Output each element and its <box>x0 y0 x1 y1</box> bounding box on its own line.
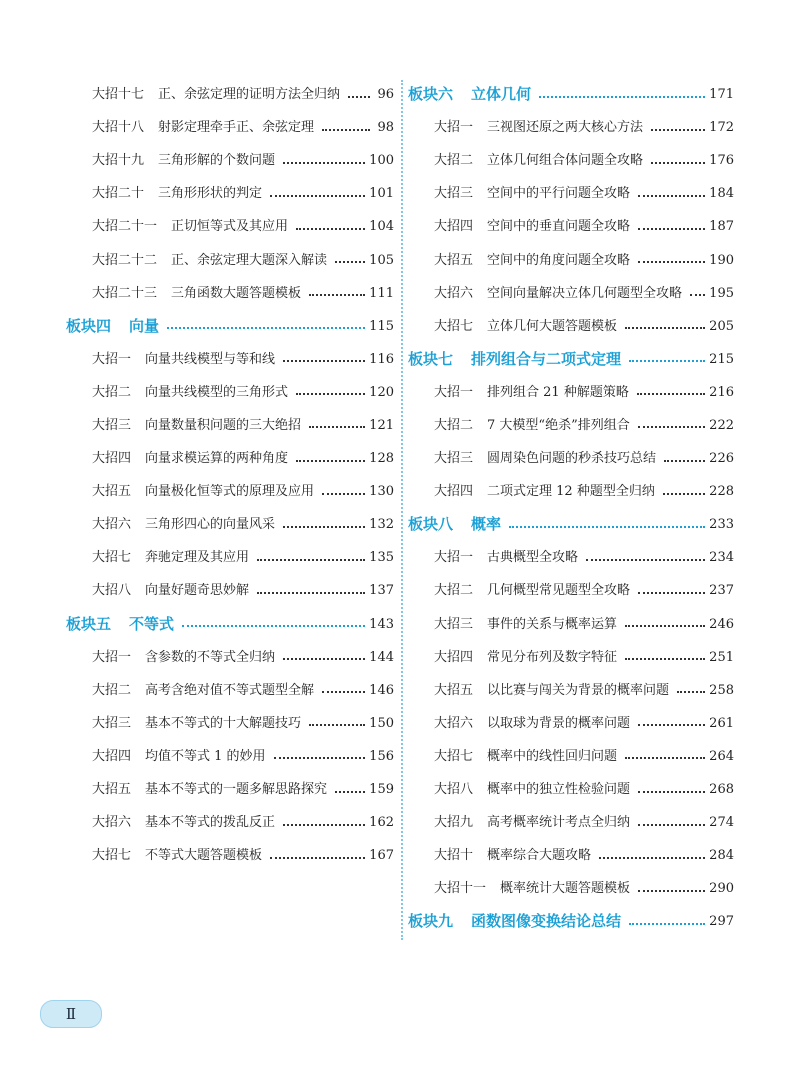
dot-leader <box>629 360 705 362</box>
toc-entry[interactable] <box>66 541 394 574</box>
toc-title: 向量好题奇思妙解 <box>145 583 250 599</box>
dot-leader <box>348 96 370 98</box>
toc-entry[interactable] <box>66 343 394 376</box>
toc-number: 大招六 <box>92 517 132 533</box>
toc-title: 圆周染色问题的秒杀技巧总结 <box>487 451 657 467</box>
toc-page-number: 162 <box>369 815 394 831</box>
dot-leader <box>638 592 705 594</box>
toc-title: 空间向量解决立体几何题型全攻略 <box>487 285 683 301</box>
toc-page-number: 100 <box>369 153 394 169</box>
toc-page-number: 297 <box>709 914 734 930</box>
toc-number: 大招一 <box>92 649 132 665</box>
dot-leader <box>296 393 365 395</box>
dot-leader <box>664 460 705 462</box>
toc-title: 三角形四心的向量风采 <box>145 517 276 533</box>
toc-entry[interactable] <box>66 78 394 111</box>
dot-leader <box>257 592 365 594</box>
toc-number: 板块八 <box>408 515 454 534</box>
dot-leader <box>625 757 705 759</box>
toc-entry[interactable] <box>408 806 734 839</box>
dot-leader <box>182 625 365 627</box>
toc-page-number: 237 <box>709 583 734 599</box>
toc-number: 大招二 <box>434 417 474 433</box>
toc-page-number: 115 <box>369 318 394 334</box>
toc-title: 立体几何大题答题模板 <box>487 318 618 334</box>
dot-leader <box>322 129 370 131</box>
toc-title: 基本不等式的十大解题技巧 <box>145 715 302 731</box>
dot-leader <box>625 658 705 660</box>
toc-entry[interactable] <box>408 475 734 508</box>
dot-leader <box>638 890 705 892</box>
toc-title: 向量 <box>129 316 160 335</box>
dot-leader <box>283 360 365 362</box>
toc-page-number: 284 <box>709 848 734 864</box>
toc-title: 概率中的独立性检验问题 <box>487 782 631 798</box>
dot-leader <box>322 691 365 693</box>
page-number-badge <box>40 1000 102 1028</box>
toc-page-number: 104 <box>369 219 394 235</box>
toc-entry[interactable] <box>66 707 394 740</box>
dot-leader <box>651 162 705 164</box>
toc-title: 向量共线模型与等和线 <box>145 351 276 367</box>
page-number: Ⅱ <box>65 1005 77 1023</box>
dot-leader <box>677 691 705 693</box>
dot-leader <box>638 824 705 826</box>
toc-entry[interactable] <box>66 806 394 839</box>
toc-title: 排列组合与二项式定理 <box>471 349 622 368</box>
dot-leader <box>270 857 365 859</box>
toc-number: 大招六 <box>434 715 474 731</box>
toc-number: 大招二十三 <box>92 285 158 301</box>
dot-leader <box>586 559 705 561</box>
toc-page-number: 251 <box>709 649 734 665</box>
toc-number: 大招二十一 <box>92 219 158 235</box>
toc-entry[interactable] <box>408 541 734 574</box>
toc-number: 大招十七 <box>92 87 145 103</box>
toc-number: 大招一 <box>434 384 474 400</box>
dot-leader <box>599 857 705 859</box>
toc-title: 奔驰定理及其应用 <box>145 550 250 566</box>
dot-leader <box>638 195 705 197</box>
dot-leader <box>283 526 365 528</box>
toc-number: 板块五 <box>66 614 112 633</box>
toc-number: 大招三 <box>434 186 474 202</box>
toc-number: 大招十八 <box>92 120 145 136</box>
toc-entry[interactable] <box>66 674 394 707</box>
toc-entry[interactable] <box>66 574 394 607</box>
toc-entry[interactable] <box>408 310 734 343</box>
toc-title: 以比赛与闯关为背景的概率问题 <box>487 682 670 698</box>
toc-page-number: 216 <box>709 384 734 400</box>
toc-page-number: 171 <box>709 87 734 103</box>
toc-number: 板块四 <box>66 316 112 335</box>
toc-page-number: 268 <box>709 782 734 798</box>
dot-leader <box>638 724 705 726</box>
toc-number: 大招十 <box>434 848 474 864</box>
toc-section-heading[interactable] <box>408 508 734 541</box>
toc-number: 大招二十二 <box>92 252 158 268</box>
toc-section-heading[interactable] <box>408 343 734 376</box>
toc-title: 以取球为背景的概率问题 <box>487 715 631 731</box>
toc-page-number: 222 <box>709 417 734 433</box>
toc-entry[interactable] <box>408 277 734 310</box>
toc-title: 基本不等式的拨乱反正 <box>145 815 276 831</box>
toc-page-number: 205 <box>709 318 734 334</box>
toc-entry[interactable] <box>66 177 394 210</box>
toc-number: 大招七 <box>434 318 474 334</box>
toc-title: 三视图还原之两大核心方法 <box>487 120 644 136</box>
toc-title: 立体几何组合体问题全攻略 <box>487 153 644 169</box>
toc-page-number: 96 <box>377 87 394 103</box>
toc-title: 二项式定理 12 种题型全归纳 <box>487 484 655 500</box>
toc-entry[interactable] <box>408 177 734 210</box>
toc-entry[interactable] <box>408 641 734 674</box>
dot-leader <box>283 658 365 660</box>
toc-number: 大招一 <box>434 550 474 566</box>
toc-number: 大招九 <box>434 815 474 831</box>
dot-leader <box>309 724 365 726</box>
toc-entry[interactable] <box>66 409 394 442</box>
toc-entry[interactable] <box>408 442 734 475</box>
toc-entry[interactable] <box>66 839 394 872</box>
toc-title: 7 大模型“绝杀”排列组合 <box>487 417 630 433</box>
toc-number: 大招八 <box>92 583 132 599</box>
dot-leader <box>637 393 705 395</box>
dot-leader <box>690 294 705 296</box>
toc-title: 事件的关系与概率运算 <box>487 616 618 632</box>
toc-number: 大招二 <box>434 153 474 169</box>
toc-entry[interactable] <box>66 442 394 475</box>
toc-title: 函数图像变换结论总结 <box>471 912 622 931</box>
toc-entry[interactable] <box>408 574 734 607</box>
toc-page-number: 195 <box>709 285 734 301</box>
toc-title: 几何概型常见题型全攻略 <box>487 583 631 599</box>
toc-number: 板块六 <box>408 85 454 104</box>
toc-page-number: 226 <box>709 451 734 467</box>
toc-number: 大招七 <box>92 848 132 864</box>
toc-right-column <box>408 78 734 938</box>
toc-entry[interactable] <box>66 277 394 310</box>
dot-leader <box>270 195 365 197</box>
toc-page-number: 159 <box>369 782 394 798</box>
toc-number: 大招三 <box>92 715 132 731</box>
toc-title: 向量极化恒等式的原理及应用 <box>145 484 315 500</box>
toc-page-number: 215 <box>709 351 734 367</box>
toc-number: 大招十一 <box>434 881 487 897</box>
toc-number: 板块七 <box>408 349 454 368</box>
toc-title: 概率综合大题攻略 <box>487 848 592 864</box>
dot-leader <box>651 129 705 131</box>
dot-leader <box>539 96 705 98</box>
toc-title: 基本不等式的一题多解思路探究 <box>145 782 328 798</box>
toc-page-number: 233 <box>709 517 734 533</box>
dot-leader <box>335 791 365 793</box>
toc-page-number: 258 <box>709 682 734 698</box>
toc-page-number: 246 <box>709 616 734 632</box>
toc-page-number: 130 <box>369 484 394 500</box>
toc-number: 大招五 <box>434 682 474 698</box>
toc-number: 大招五 <box>92 484 132 500</box>
toc-page-number: 176 <box>709 153 734 169</box>
toc-title: 均值不等式 1 的妙用 <box>145 748 266 764</box>
toc-section-heading[interactable] <box>66 608 394 641</box>
toc-number: 大招五 <box>92 782 132 798</box>
dot-leader <box>638 261 705 263</box>
toc-entry[interactable] <box>66 243 394 276</box>
toc-page-number: 120 <box>369 384 394 400</box>
toc-entry[interactable] <box>66 773 394 806</box>
toc-title: 古典概型全攻略 <box>487 550 579 566</box>
toc-title: 高考含绝对值不等式题型全解 <box>145 682 315 698</box>
dot-leader <box>283 162 365 164</box>
toc-title: 空间中的垂直问题全攻略 <box>487 219 631 235</box>
dot-leader <box>309 426 365 428</box>
toc-number: 大招四 <box>434 649 474 665</box>
toc-number: 大招一 <box>434 120 474 136</box>
toc-entry[interactable] <box>66 111 394 144</box>
toc-section-heading[interactable] <box>408 78 734 111</box>
toc-entry[interactable] <box>66 376 394 409</box>
toc-number: 大招二 <box>92 682 132 698</box>
toc-page-number: 144 <box>369 649 394 665</box>
toc-entry[interactable] <box>408 773 734 806</box>
toc-number: 大招一 <box>92 351 132 367</box>
toc-entry[interactable] <box>408 144 734 177</box>
toc-number: 大招二 <box>434 583 474 599</box>
toc-title: 向量求模运算的两种角度 <box>145 451 289 467</box>
toc-page-number: 167 <box>369 848 394 864</box>
toc-page-number: 121 <box>369 417 394 433</box>
toc-page-number: 105 <box>369 252 394 268</box>
toc-page-number: 184 <box>709 186 734 202</box>
toc-entry[interactable] <box>408 210 734 243</box>
toc-number: 大招六 <box>434 285 474 301</box>
toc-number: 大招三 <box>434 451 474 467</box>
toc-title: 向量共线模型的三角形式 <box>145 384 289 400</box>
toc-page-number: 146 <box>369 682 394 698</box>
dot-leader <box>509 526 705 528</box>
dot-leader <box>663 493 705 495</box>
toc-page-number: 264 <box>709 748 734 764</box>
toc-entry[interactable] <box>66 475 394 508</box>
toc-number: 板块九 <box>408 912 454 931</box>
toc-page-number: 135 <box>369 550 394 566</box>
toc-page-number: 228 <box>709 484 734 500</box>
toc-entry[interactable] <box>408 707 734 740</box>
toc-title: 空间中的角度问题全攻略 <box>487 252 631 268</box>
toc-entry[interactable] <box>408 409 734 442</box>
dot-leader <box>283 824 365 826</box>
dot-leader <box>257 559 365 561</box>
toc-title: 不等式 <box>129 614 175 633</box>
toc-title: 三角函数大题答题模板 <box>171 285 302 301</box>
toc-title: 含参数的不等式全归纳 <box>145 649 276 665</box>
toc-number: 大招二 <box>92 384 132 400</box>
toc-page-number: 132 <box>369 517 394 533</box>
toc-entry[interactable] <box>408 839 734 872</box>
dot-leader <box>296 228 365 230</box>
dot-leader <box>296 460 365 462</box>
toc-entry[interactable] <box>66 144 394 177</box>
toc-entry[interactable] <box>408 674 734 707</box>
toc-entry[interactable] <box>66 740 394 773</box>
toc-page-number: 172 <box>709 120 734 136</box>
toc-page-number: 143 <box>369 616 394 632</box>
toc-number: 大招八 <box>434 782 474 798</box>
toc-entry[interactable] <box>408 872 734 905</box>
dot-leader <box>629 923 705 925</box>
toc-section-heading[interactable] <box>408 905 734 938</box>
dot-leader <box>322 493 365 495</box>
toc-number: 大招二十 <box>92 186 145 202</box>
toc-title: 三角形解的个数问题 <box>158 153 276 169</box>
toc-page-number: 290 <box>709 881 734 897</box>
toc-number: 大招四 <box>92 748 132 764</box>
toc-number: 大招四 <box>92 451 132 467</box>
toc-title: 不等式大题答题模板 <box>145 848 263 864</box>
toc-page-number: 150 <box>369 715 394 731</box>
toc-title: 排列组合 21 种解题策略 <box>487 384 629 400</box>
toc-entry[interactable] <box>66 508 394 541</box>
toc-entry[interactable] <box>408 111 734 144</box>
toc-title: 立体几何 <box>471 85 532 104</box>
toc-number: 大招四 <box>434 219 474 235</box>
toc-entry[interactable] <box>408 243 734 276</box>
dot-leader <box>638 228 705 230</box>
toc-page-number: 98 <box>377 120 394 136</box>
toc-page-number: 187 <box>709 219 734 235</box>
toc-title: 正、余弦定理的证明方法全归纳 <box>158 87 341 103</box>
toc-number: 大招三 <box>434 616 474 632</box>
toc-page-number: 261 <box>709 715 734 731</box>
toc-number: 大招十九 <box>92 153 145 169</box>
dot-leader <box>335 261 365 263</box>
toc-title: 三角形形状的判定 <box>158 186 263 202</box>
toc-entry[interactable] <box>408 376 734 409</box>
toc-section-heading[interactable] <box>66 310 394 343</box>
toc-page-number: 234 <box>709 550 734 566</box>
toc-number: 大招七 <box>434 748 474 764</box>
toc-number: 大招六 <box>92 815 132 831</box>
toc-entry[interactable] <box>408 740 734 773</box>
toc-title: 概率 <box>471 515 502 534</box>
dot-leader <box>625 327 705 329</box>
dot-leader <box>638 426 705 428</box>
toc-page-number: 137 <box>369 583 394 599</box>
dot-leader <box>638 791 705 793</box>
toc-title: 概率中的线性回归问题 <box>487 748 618 764</box>
dot-leader <box>274 757 366 759</box>
dot-leader <box>167 327 365 329</box>
toc-title: 射影定理牵手正、余弦定理 <box>158 120 315 136</box>
toc-page-number: 116 <box>369 351 394 367</box>
toc-title: 正切恒等式及其应用 <box>171 219 289 235</box>
toc-title: 高考概率统计考点全归纳 <box>487 815 631 831</box>
toc-page-number: 274 <box>709 815 734 831</box>
toc-page-number: 111 <box>369 285 394 301</box>
toc-title: 空间中的平行问题全攻略 <box>487 186 631 202</box>
toc-page-number: 156 <box>369 748 394 764</box>
toc-title: 概率统计大题答题模板 <box>500 881 631 897</box>
dot-leader <box>309 294 365 296</box>
toc-entry[interactable] <box>66 210 394 243</box>
toc-number: 大招三 <box>92 417 132 433</box>
dot-leader <box>625 625 705 627</box>
toc-page-number: 128 <box>369 451 394 467</box>
toc-number: 大招七 <box>92 550 132 566</box>
toc-entry[interactable] <box>408 608 734 641</box>
toc-entry[interactable] <box>66 641 394 674</box>
column-divider <box>401 80 403 940</box>
toc-title: 向量数量积问题的三大绝招 <box>145 417 302 433</box>
toc-number: 大招四 <box>434 484 474 500</box>
toc-left-column <box>66 78 394 872</box>
toc-title: 正、余弦定理大题深入解读 <box>171 252 328 268</box>
toc-title: 常见分布列及数字特征 <box>487 649 618 665</box>
toc-number: 大招五 <box>434 252 474 268</box>
toc-page-number: 101 <box>369 186 394 202</box>
toc-page-number: 190 <box>709 252 734 268</box>
